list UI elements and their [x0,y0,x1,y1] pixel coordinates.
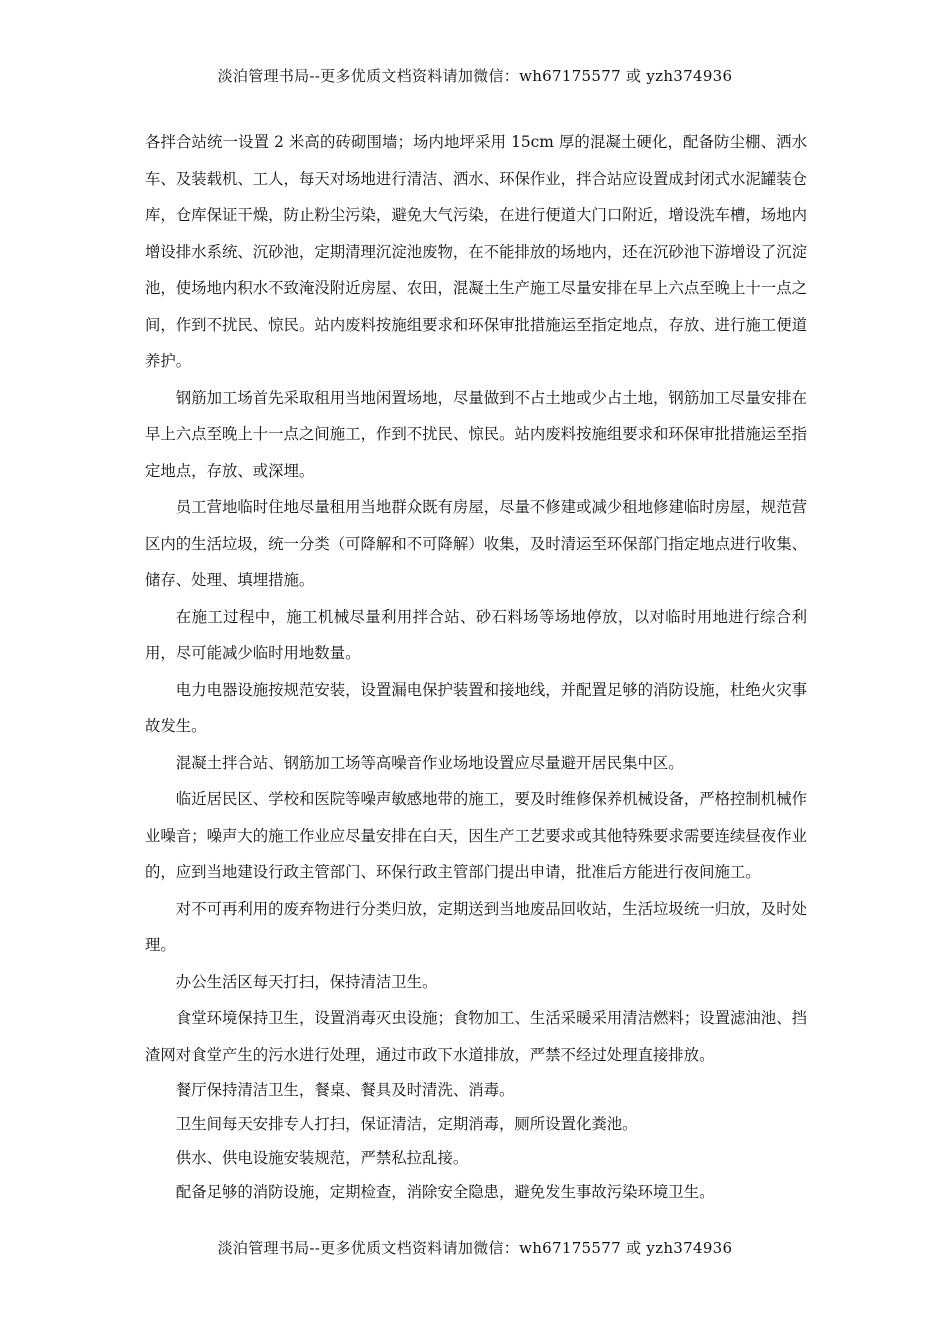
page-footer: 淡泊管理书局--更多优质文档资料请加微信：wh67175577 或 yzh374936 [217,1239,733,1257]
paragraph-fire-safety: 配备足够的消防设施，定期检查，消除安全隐患，避免发生事故污染环境卫生。 [175,1183,715,1201]
paragraph-restroom: 卫生间每天安排专人打扫，保证清洁，定期消毒，厕所设置化粪池。 [175,1115,638,1133]
paragraph-electrical-safety: 电力电器设施按规范安装，设置漏电保护装置和接地线，并配置足够的消防设施，杜绝火灾事故发生。 [145,680,807,735]
paragraph-dining-hall: 餐厅保持清洁卫生，餐桌、餐具及时清洗、消毒。 [175,1081,515,1099]
page-header: 淡泊管理书局--更多优质文档资料请加微信：wh67175577 或 yzh374936 [217,67,733,85]
paragraph-staff-camp: 员工营地临时住地尽量租用当地群众既有房屋，尽量不修建或减少租地修建临时房屋，规范营区内的生活垃圾，统一分类（可降解和不可降解）收集，及时清运至环保部门指定地点进行收集、储存、处理、填埋措施。 [145,498,807,589]
paragraph-mixing-station: 各拌合站统一设置 2 米高的砖砌围墙；场内地坪采用 15cm 厚的混凝土硬化，配备防尘棚、洒水车、及装载机、工人，每天对场地进行清洁、洒水、环保作业，拌合站应设置成封闭式水泥罐装仓库，仓库保证干燥，防止粉尘污染，避免大气污染，在进行便道大门口附近，增设洗车槽，场地内增设排水系统、沉砂池，定期清理沉淀池废物，在不能排放的场地内，还在沉砂池下游增设了沉淀池，使场地内积水不致淹没附近房屋、农田，混凝土生产施工尽量安排在早上六点至晚上十一点之间，作到不扰民、惊民。站内废料按施组要求和环保审批措施运至指定地点，存放、进行施工便道养护。 [145,133,807,370]
paragraph-noise-siting: 混凝土拌合站、钢筋加工场等高噪音作业场地设置应尽量避开居民集中区。 [175,753,684,772]
document-body [145,124,807,1209]
paragraph-canteen-hygiene: 食堂环境保持卫生，设置消毒灭虫设施；食物加工、生活采暖采用清洁燃料；设置滤油池、挡渣网对食堂产生的污水进行处理，通过市政下水道排放，严禁不经过处理直接排放。 [145,1009,807,1064]
paragraph-office-cleaning: 办公生活区每天打扫，保持清洁卫生。 [175,972,438,991]
paragraph-machinery-parking: 在施工过程中，施工机械尽量利用拌合站、砂石料场等场地停放，以对临时用地进行综合利用，尽可能减少临时用地数量。 [145,607,807,662]
paragraph-waste-disposal: 对不可再利用的废弃物进行分类归放，定期送到当地废品回收站，生活垃圾统一归放，及时处理。 [145,899,807,954]
paragraph-utilities: 供水、供电设施安装规范，严禁私拉乱接。 [175,1149,469,1167]
paragraph-noise-control: 临近居民区、学校和医院等噪声敏感地带的施工，要及时维修保养机械设备，严格控制机械作业噪音；噪声大的施工作业应尽量安排在白天，因生产工艺要求或其他特殊要求需要连续昼夜作业的，应到当地建设行政主管部门、环保行政主管部门提出申请，批准后方能进行夜间施工。 [145,790,807,881]
paragraph-rebar-yard: 钢筋加工场首先采取租用当地闲置场地，尽量做到不占土地或少占土地，钢筋加工尽量安排在早上六点至晚上十一点之间施工，作到不扰民、惊民。站内废料按施组要求和环保审批措施运至指定地点，存放、或深埋。 [145,388,807,480]
